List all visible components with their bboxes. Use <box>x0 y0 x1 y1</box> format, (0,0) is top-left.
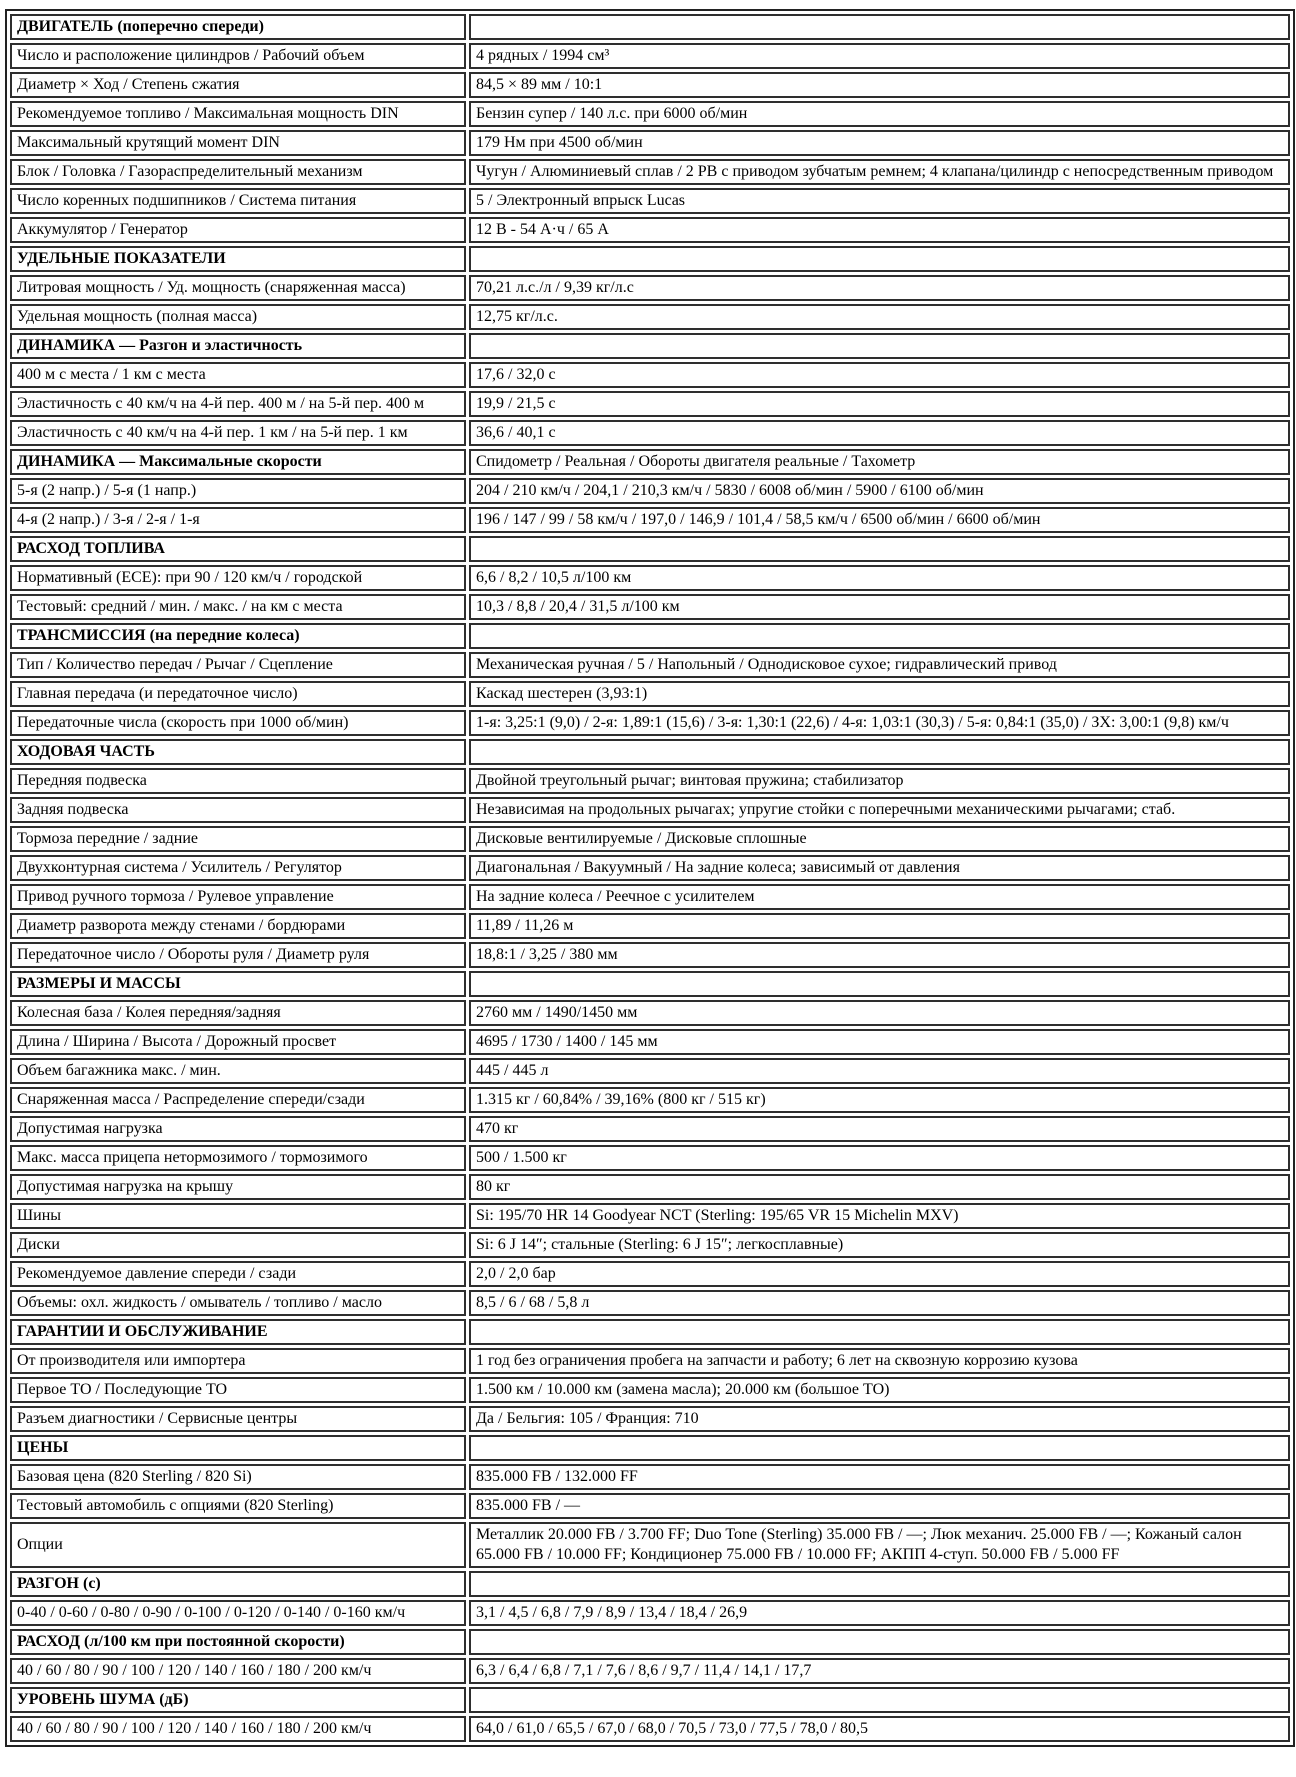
table-row <box>10 1116 1290 1142</box>
section-row <box>10 14 1290 40</box>
row-value <box>469 971 1290 997</box>
table-row <box>10 1406 1290 1432</box>
row-value: 8,5 / 6 / 68 / 5,8 л <box>469 1290 1290 1316</box>
table-row <box>10 1290 1290 1316</box>
row-value: 2760 мм / 1490/1450 мм <box>469 1000 1290 1026</box>
row-value: 80 кг <box>469 1174 1290 1200</box>
row-value: Si: 195/70 HR 14 Goodyear NCT (Sterling: 195/65 VR 15 Michelin MXV) <box>469 1203 1290 1229</box>
table-row <box>10 1261 1290 1287</box>
table-row <box>10 1087 1290 1113</box>
row-value: 196 / 147 / 99 / 58 км/ч / 197,0 / 146,9 / 101,4 / 58,5 км/ч / 6500 об/мин / 6600 об/мин <box>469 507 1290 533</box>
row-value: 1-я: 3,25:1 (9,0) / 2-я: 1,89:1 (15,6) / 3-я: 1,30:1 (22,6) / 4-я: 1,03:1 (30,3) / 5-я: 0,84:1 (35,0) / ЗХ: 3,00:1 (9,8) км/ч <box>469 710 1290 736</box>
section-title: ЦЕНЫ <box>10 1435 466 1461</box>
row-value: 835.000 FB / 132.000 FF <box>469 1464 1290 1490</box>
section-title: ГАРАНТИИ И ОБСЛУЖИВАНИЕ <box>10 1319 466 1345</box>
row-label: Диски <box>10 1232 466 1258</box>
row-value: 17,6 / 32,0 с <box>469 362 1290 388</box>
table-row <box>10 1145 1290 1171</box>
row-label: Рекомендуемое давление спереди / сзади <box>10 1261 466 1287</box>
row-value <box>469 536 1290 562</box>
row-label: Главная передача (и передаточное число) <box>10 681 466 707</box>
row-label: Макс. масса прицепа нетормозимого / тормозимого <box>10 1145 466 1171</box>
section-row <box>10 1319 1290 1345</box>
table-row <box>10 507 1290 533</box>
table-row <box>10 101 1290 127</box>
row-value <box>469 246 1290 272</box>
section-row <box>10 333 1290 359</box>
row-label: Задняя подвеска <box>10 797 466 823</box>
table-row <box>10 304 1290 330</box>
row-value: 6,3 / 6,4 / 6,8 / 7,1 / 7,6 / 8,6 / 9,7 / 11,4 / 14,1 / 17,7 <box>469 1658 1290 1684</box>
row-value: Механическая ручная / 5 / Напольный / Однодисковое сухое; гидравлический привод <box>469 652 1290 678</box>
table-row <box>10 681 1290 707</box>
row-value: Бензин супер / 140 л.с. при 6000 об/мин <box>469 101 1290 127</box>
row-value: 204 / 210 км/ч / 204,1 / 210,3 км/ч / 5830 / 6008 об/мин / 5900 / 6100 об/мин <box>469 478 1290 504</box>
table-row <box>10 1493 1290 1519</box>
section-title: РАСХОД ТОПЛИВА <box>10 536 466 562</box>
section-title: УДЕЛЬНЫЕ ПОКАЗАТЕЛИ <box>10 246 466 272</box>
row-value: 5 / Электронный впрыск Lucas <box>469 188 1290 214</box>
table-row <box>10 1348 1290 1374</box>
row-value: Двойной треугольный рычаг; винтовая пружина; стабилизатор <box>469 768 1290 794</box>
row-label: Эластичность с 40 км/ч на 4-й пер. 400 м / на 5-й пер. 400 м <box>10 391 466 417</box>
row-value: 179 Нм при 4500 об/мин <box>469 130 1290 156</box>
table-row <box>10 826 1290 852</box>
row-value: 1 год без ограничения пробега на запчасти и работу; 6 лет на сквозную коррозию кузова <box>469 1348 1290 1374</box>
row-value: 84,5 × 89 мм / 10:1 <box>469 72 1290 98</box>
table-row <box>10 1464 1290 1490</box>
row-value: 19,9 / 21,5 с <box>469 391 1290 417</box>
row-value: 4 рядных / 1994 см³ <box>469 43 1290 69</box>
row-label: 40 / 60 / 80 / 90 / 100 / 120 / 140 / 160 / 180 / 200 км/ч <box>10 1716 466 1742</box>
table-row <box>10 275 1290 301</box>
table-row <box>10 391 1290 417</box>
row-value: 835.000 FB / — <box>469 1493 1290 1519</box>
row-value <box>469 1571 1290 1597</box>
section-row <box>10 246 1290 272</box>
row-label: 400 м с места / 1 км с места <box>10 362 466 388</box>
section-row <box>10 1629 1290 1655</box>
table-row <box>10 565 1290 591</box>
row-label: 5-я (2 напр.) / 5-я (1 напр.) <box>10 478 466 504</box>
row-label: Передняя подвеска <box>10 768 466 794</box>
row-value: Металлик 20.000 FB / 3.700 FF; Duo Tone (Sterling) 35.000 FB / —; Люк механич. 25.000 FB / —; Кожаный салон 65.000 FB / 10.000 FF; Кондиционер 75.000 FB / 10.000 FF; АКПП 4-ступ. 50.000 FB / 5.000 FF <box>469 1522 1290 1568</box>
row-label: Тестовый: средний / мин. / макс. / на км с места <box>10 594 466 620</box>
row-value: Да / Бельгия: 105 / Франция: 710 <box>469 1406 1290 1432</box>
row-value: 70,21 л.с./л / 9,39 кг/л.с <box>469 275 1290 301</box>
row-label: Допустимая нагрузка на крышу <box>10 1174 466 1200</box>
section-title: РАЗМЕРЫ И МАССЫ <box>10 971 466 997</box>
table-row <box>10 1203 1290 1229</box>
row-label: Объемы: охл. жидкость / омыватель / топливо / масло <box>10 1290 466 1316</box>
table-row <box>10 1058 1290 1084</box>
row-value: Независимая на продольных рычагах; упругие стойки с поперечными механическими рычагами; стаб. <box>469 797 1290 823</box>
section-title: ДИНАМИКА — Максимальные скорости <box>10 449 466 475</box>
row-label: 4-я (2 напр.) / 3-я / 2-я / 1-я <box>10 507 466 533</box>
row-label: Литровая мощность / Уд. мощность (снаряженная масса) <box>10 275 466 301</box>
row-label: 40 / 60 / 80 / 90 / 100 / 120 / 140 / 160 / 180 / 200 км/ч <box>10 1658 466 1684</box>
row-label: 0-40 / 0-60 / 0-80 / 0-90 / 0-100 / 0-120 / 0-140 / 0-160 км/ч <box>10 1600 466 1626</box>
row-label: Передаточные числа (скорость при 1000 об/мин) <box>10 710 466 736</box>
table-row <box>10 159 1290 185</box>
spec-table <box>5 9 1295 1747</box>
spec-table-body <box>10 14 1290 1742</box>
section-title: ТРАНСМИССИЯ (на передние колеса) <box>10 623 466 649</box>
row-label: Первое ТО / Последующие ТО <box>10 1377 466 1403</box>
row-value <box>469 623 1290 649</box>
row-label: Нормативный (ЕСЕ): при 90 / 120 км/ч / городской <box>10 565 466 591</box>
row-label: Аккумулятор / Генератор <box>10 217 466 243</box>
section-title: ДИНАМИКА — Разгон и эластичность <box>10 333 466 359</box>
row-value <box>469 14 1290 40</box>
row-value: Диагональная / Вакуумный / На задние колеса; зависимый от давления <box>469 855 1290 881</box>
table-row <box>10 594 1290 620</box>
row-value: 1.315 кг / 60,84% / 39,16% (800 кг / 515 кг) <box>469 1087 1290 1113</box>
row-value <box>469 1687 1290 1713</box>
row-value: 3,1 / 4,5 / 6,8 / 7,9 / 8,9 / 13,4 / 18,4 / 26,9 <box>469 1600 1290 1626</box>
row-label: Разъем диагностики / Сервисные центры <box>10 1406 466 1432</box>
row-value: На задние колеса / Реечное с усилителем <box>469 884 1290 910</box>
row-label: Шины <box>10 1203 466 1229</box>
row-value <box>469 739 1290 765</box>
row-value: 470 кг <box>469 1116 1290 1142</box>
row-label: Диаметр разворота между стенами / бордюрами <box>10 913 466 939</box>
row-value: 36,6 / 40,1 с <box>469 420 1290 446</box>
section-row <box>10 739 1290 765</box>
section-row <box>10 536 1290 562</box>
row-label: Удельная мощность (полная масса) <box>10 304 466 330</box>
row-value: 1.500 км / 10.000 км (замена масла); 20.000 км (большое ТО) <box>469 1377 1290 1403</box>
row-value: 10,3 / 8,8 / 20,4 / 31,5 л/100 км <box>469 594 1290 620</box>
row-label: Допустимая нагрузка <box>10 1116 466 1142</box>
row-value: 12 В - 54 А·ч / 65 А <box>469 217 1290 243</box>
row-label: Колесная база / Колея передняя/задняя <box>10 1000 466 1026</box>
table-row <box>10 1600 1290 1626</box>
row-value: 11,89 / 11,26 м <box>469 913 1290 939</box>
table-row <box>10 130 1290 156</box>
row-value: Спидометр / Реальная / Обороты двигателя реальные / Тахометр <box>469 449 1290 475</box>
section-row <box>10 1435 1290 1461</box>
table-row <box>10 188 1290 214</box>
section-row <box>10 1571 1290 1597</box>
table-row <box>10 797 1290 823</box>
row-label: Тип / Количество передач / Рычаг / Сцепление <box>10 652 466 678</box>
row-value: Дисковые вентилируемые / Дисковые сплошные <box>469 826 1290 852</box>
section-title: РАЗГОН (с) <box>10 1571 466 1597</box>
table-row <box>10 913 1290 939</box>
row-value: 4695 / 1730 / 1400 / 145 мм <box>469 1029 1290 1055</box>
row-value: Si: 6 J 14″; стальные (Sterling: 6 J 15″; легкосплавные) <box>469 1232 1290 1258</box>
section-row <box>10 1687 1290 1713</box>
table-row <box>10 884 1290 910</box>
table-row <box>10 72 1290 98</box>
row-label: Тормоза передние / задние <box>10 826 466 852</box>
row-label: Передаточное число / Обороты руля / Диаметр руля <box>10 942 466 968</box>
section-title: УРОВЕНЬ ШУМА (дБ) <box>10 1687 466 1713</box>
table-row <box>10 43 1290 69</box>
row-label: Тестовый автомобиль с опциями (820 Sterling) <box>10 1493 466 1519</box>
row-label: От производителя или импортера <box>10 1348 466 1374</box>
section-row <box>10 971 1290 997</box>
row-label: Максимальный крутящий момент DIN <box>10 130 466 156</box>
row-label: Двухконтурная система / Усилитель / Регулятор <box>10 855 466 881</box>
row-label: Привод ручного тормоза / Рулевое управление <box>10 884 466 910</box>
row-label: Снаряженная масса / Распределение спереди/сзади <box>10 1087 466 1113</box>
row-value: Каскад шестерен (3,93:1) <box>469 681 1290 707</box>
row-value <box>469 1435 1290 1461</box>
row-value: 2,0 / 2,0 бар <box>469 1261 1290 1287</box>
table-row <box>10 1232 1290 1258</box>
table-row <box>10 1716 1290 1742</box>
table-row <box>10 855 1290 881</box>
table-row <box>10 362 1290 388</box>
section-title: ДВИГАТЕЛЬ (поперечно спереди) <box>10 14 466 40</box>
row-label: Длина / Ширина / Высота / Дорожный просвет <box>10 1029 466 1055</box>
table-row <box>10 710 1290 736</box>
row-label: Блок / Головка / Газораспределительный механизм <box>10 159 466 185</box>
section-title: ХОДОВАЯ ЧАСТЬ <box>10 739 466 765</box>
row-value: 18,8:1 / 3,25 / 380 мм <box>469 942 1290 968</box>
table-row <box>10 652 1290 678</box>
row-label: Число и расположение цилиндров / Рабочий объем <box>10 43 466 69</box>
row-label: Рекомендуемое топливо / Максимальная мощность DIN <box>10 101 466 127</box>
row-value: 6,6 / 8,2 / 10,5 л/100 км <box>469 565 1290 591</box>
row-value: Чугун / Алюминиевый сплав / 2 РВ с приводом зубчатым ремнем; 4 клапана/цилиндр с непосредственным приводом <box>469 159 1290 185</box>
section-row <box>10 449 1290 475</box>
table-row <box>10 420 1290 446</box>
table-row <box>10 1522 1290 1568</box>
row-value: 500 / 1.500 кг <box>469 1145 1290 1171</box>
table-row <box>10 1658 1290 1684</box>
section-title: РАСХОД (л/100 км при постоянной скорости) <box>10 1629 466 1655</box>
row-value: 64,0 / 61,0 / 65,5 / 67,0 / 68,0 / 70,5 / 73,0 / 77,5 / 78,0 / 80,5 <box>469 1716 1290 1742</box>
table-row <box>10 942 1290 968</box>
row-label: Число коренных подшипников / Система питания <box>10 188 466 214</box>
row-value <box>469 1629 1290 1655</box>
row-label: Базовая цена (820 Sterling / 820 Si) <box>10 1464 466 1490</box>
table-row <box>10 478 1290 504</box>
row-value: 12,75 кг/л.с. <box>469 304 1290 330</box>
section-row <box>10 623 1290 649</box>
row-value: 445 / 445 л <box>469 1058 1290 1084</box>
table-row <box>10 768 1290 794</box>
row-label: Эластичность с 40 км/ч на 4-й пер. 1 км / на 5-й пер. 1 км <box>10 420 466 446</box>
table-row <box>10 217 1290 243</box>
table-row <box>10 1029 1290 1055</box>
row-value <box>469 1319 1290 1345</box>
row-value <box>469 333 1290 359</box>
table-row <box>10 1000 1290 1026</box>
row-label: Опции <box>10 1522 466 1568</box>
table-row <box>10 1174 1290 1200</box>
row-label: Объем багажника макс. / мин. <box>10 1058 466 1084</box>
table-row <box>10 1377 1290 1403</box>
row-label: Диаметр × Ход / Степень сжатия <box>10 72 466 98</box>
